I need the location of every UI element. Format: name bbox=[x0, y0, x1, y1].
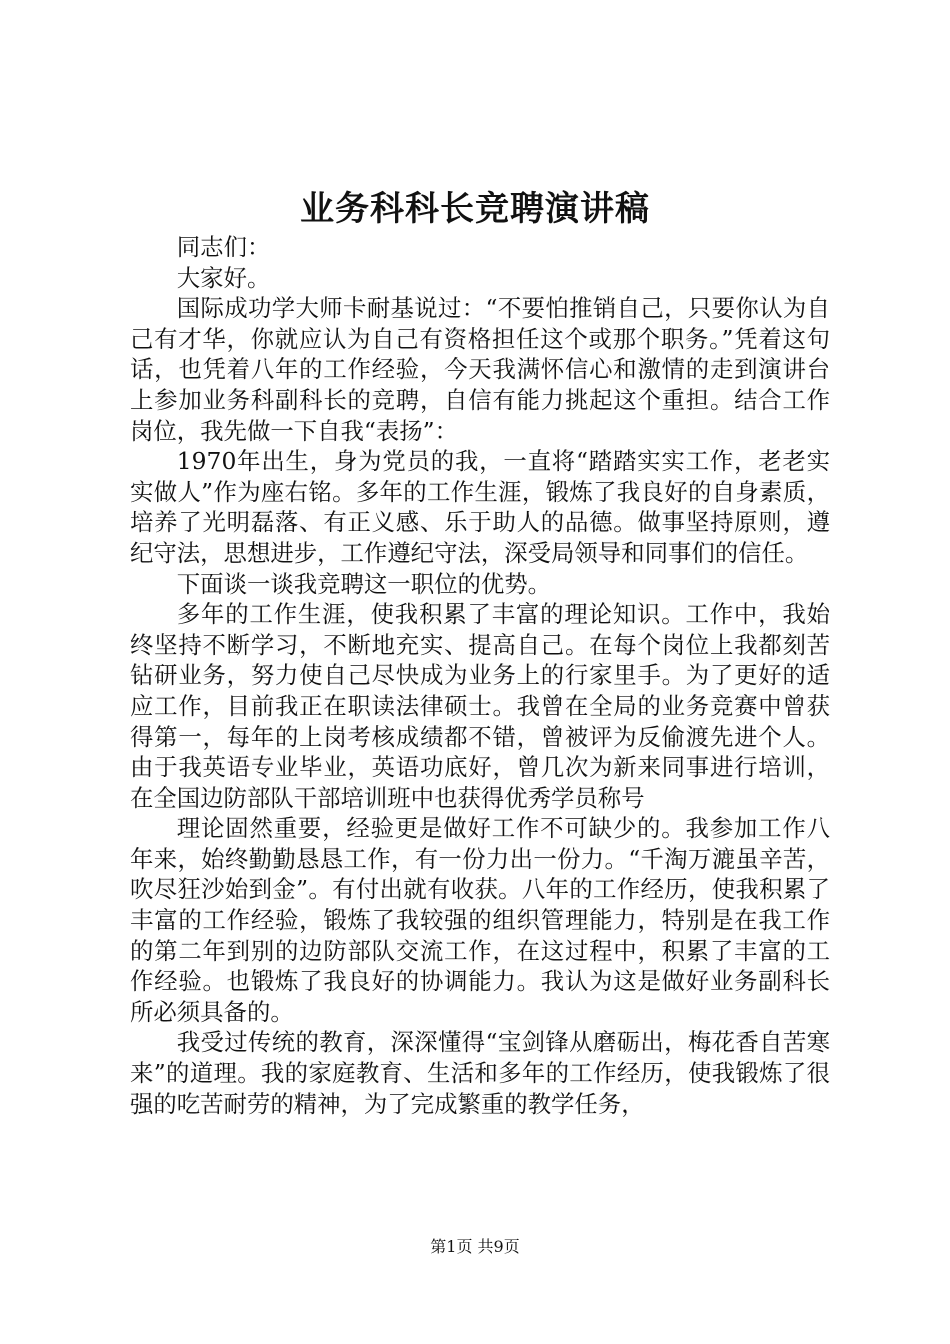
document-body bbox=[130, 232, 830, 1119]
body-paragraph: 下面谈一谈我竞聘这一职位的优势。 bbox=[176, 569, 552, 598]
page-footer: 第1页 共9页 bbox=[430, 1237, 520, 1256]
salutation: 同志们： bbox=[176, 233, 271, 261]
body-paragraph: 1970年出生，身为党员的我，一直将“踏踏实实工作，老老实实做人”作为座右铭。多年的工作生涯，锻炼了我良好的自身素质，培养了光明磊落、有正义感、乐于助人的品德。做事坚持原则，遵纪守法，思想进步，工作遵纪守法，深受局领导和同事们的信任。 bbox=[130, 447, 830, 567]
body-paragraph: 国际成功学大师卡耐基说过：“不要怕推销自己，只要你认为自己有才华，你就应认为自己有资格担任这个或那个职务。”凭着这句话，也凭着八年的工作经验，今天我满怀信心和激情的走到演讲台上参加业务科副科长的竞聘，自信有能力挑起这个重担。结合工作岗位，我先做一下自我“表扬”： bbox=[130, 294, 830, 445]
greeting: 大家好。 bbox=[176, 263, 271, 292]
body-paragraph: 多年的工作生涯，使我积累了丰富的理论知识。工作中，我始终坚持不断学习，不断地充实、提高自己。在每个岗位上我都刻苦钻研业务，努力使自己尽快成为业务上的行家里手。为了更好的适应工作，目前我正在职读法律硕士。我曾在全局的业务竞赛中曾获得第一，每年的上岗考核成绩都不错，曾被评为反偷渡先进个人。由于我英语专业毕业，英语功底好，曾几次为新来同事进行培训，在全国边防部队干部培训班中也获得优秀学员称号 bbox=[130, 600, 830, 812]
body-paragraph: 理论固然重要，经验更是做好工作不可缺少的。我参加工作八年来，始终勤勤恳恳工作，有一份力出一份力。“千淘万漉虽辛苦，吹尽狂沙始到金”。有付出就有收获。八年的工作经历，使我积累了丰富的工作经验，锻炼了我较强的组织管理能力，特别是在我工作的第二年到别的边防部队交流工作，在这过程中，积累了丰富的工作经验。也锻炼了我良好的协调能力。我认为这是做好业务副科长所必须具备的。 bbox=[130, 814, 830, 1026]
body-paragraph: 我受过传统的教育，深深懂得“宝剑锋从磨砺出，梅花香自苦寒来”的道理。我的家庭教育、生活和多年的工作经历，使我锻炼了很强的吃苦耐劳的精神，为了完成繁重的教学任务， bbox=[130, 1028, 830, 1118]
document-title: 业务科科长竞聘演讲稿 bbox=[300, 189, 650, 229]
